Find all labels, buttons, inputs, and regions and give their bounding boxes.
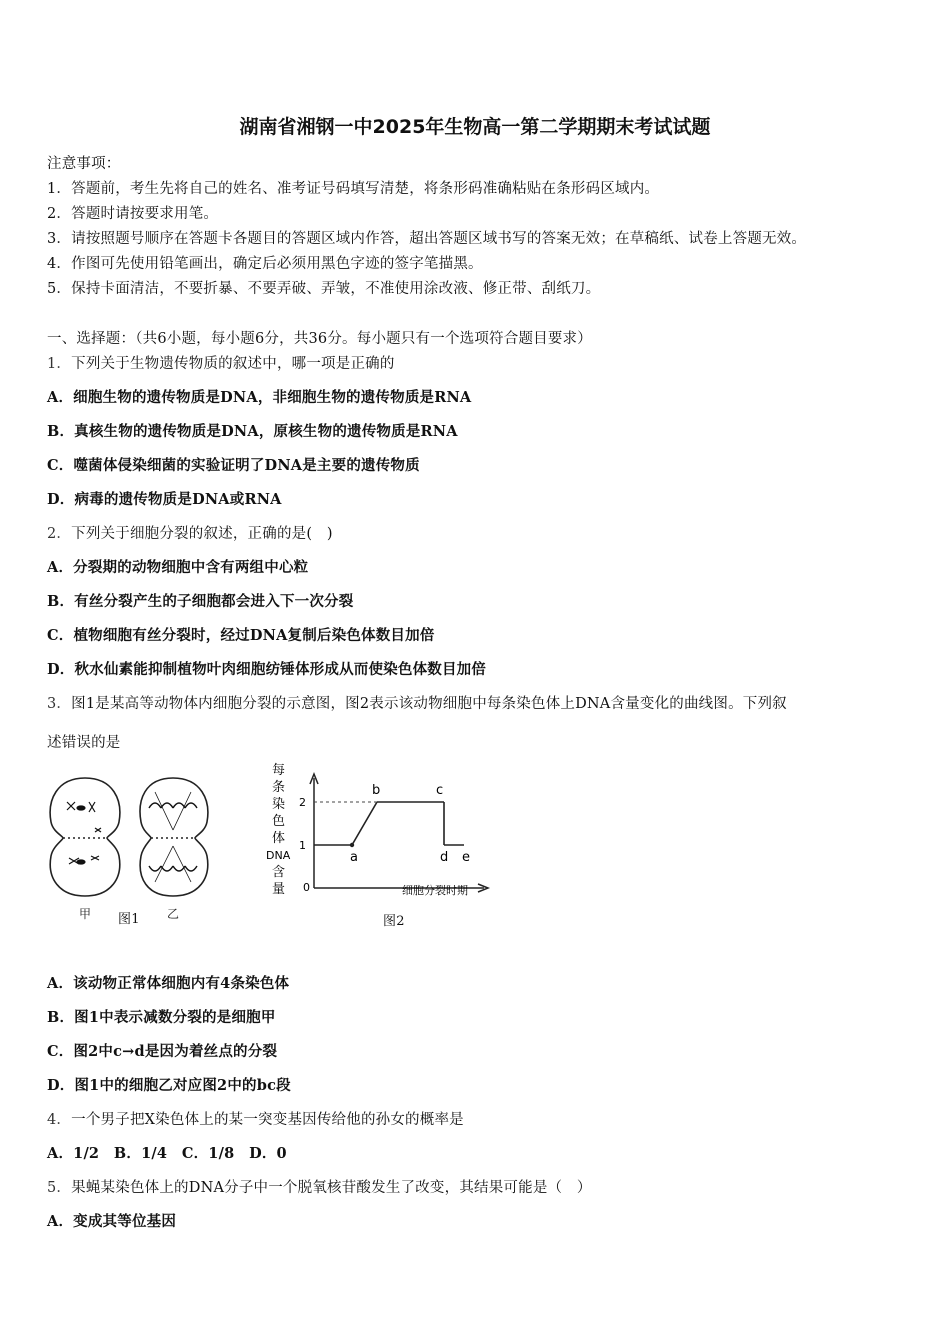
- point-label-a: a: [350, 850, 358, 865]
- question-stem: 下列关于生物遗传物质的叙述中，哪一项是正确的: [71, 356, 395, 372]
- y-axis-label-char: 每: [272, 763, 286, 778]
- point-a-marker: [350, 843, 354, 847]
- question-2: [47, 522, 333, 543]
- y-axis-label-char: DNA: [266, 849, 291, 862]
- question-number: 4．: [47, 1112, 72, 1128]
- y-axis-label-char: 条: [272, 780, 286, 795]
- figure-2-chart: [262, 760, 512, 930]
- option: B．真核生物的遗传物质是DNA，原核生物的遗传物质是RNA: [47, 423, 458, 440]
- x-axis-label: 细胞分裂时期: [402, 884, 468, 897]
- question-number: 5．: [47, 1180, 72, 1196]
- y-axis-label-char: 量: [272, 882, 286, 897]
- option: C．图2中c→d是因为着丝点的分裂: [47, 1043, 278, 1060]
- y-tick-label: 2: [299, 796, 306, 809]
- option: A．变成其等位基因: [47, 1213, 177, 1230]
- question-stem-continued: 述错误的是: [47, 735, 121, 751]
- option: B．有丝分裂产生的子细胞都会进入下一次分裂: [47, 593, 354, 610]
- option: D．秋水仙素能抑制植物叶肉细胞纺锤体形成从而使染色体数目加倍: [47, 661, 487, 678]
- notice-item-5: 5．保持卡面清洁，不要折暴、不要弄破、弄皱，不准使用涂改液、修正带、刮纸刀。: [47, 281, 601, 297]
- y-axis-label-char: 体: [272, 831, 286, 846]
- point-label-c: c: [436, 783, 444, 798]
- option: D．图1中的细胞乙对应图2中的bc段: [47, 1077, 291, 1094]
- option: B．图1中表示减数分裂的是细胞甲: [47, 1009, 276, 1026]
- question-3: [47, 692, 787, 713]
- figure-1-label: 图1: [118, 912, 140, 927]
- point-label-b: b: [372, 783, 381, 798]
- figure-2-label: 图2: [383, 914, 405, 929]
- notice-item-4: 4．作图可先使用铅笔画出，确定后必须用黑色字迹的签字笔描黑。: [47, 256, 483, 272]
- curve-segment-a-b: [352, 802, 377, 845]
- y-tick-label: 1: [299, 839, 306, 852]
- option: A．该动物正常体细胞内有4条染色体: [47, 975, 290, 992]
- question-number: 3．: [47, 696, 72, 712]
- cell-jia-diagram: [50, 778, 120, 896]
- option: A．分裂期的动物细胞中含有两组中心粒: [47, 559, 309, 576]
- question-1: [47, 352, 395, 373]
- question-4: [47, 1108, 464, 1129]
- question-stem: 一个男子把X染色体上的某一突变基因传给他的孙女的概率是: [71, 1112, 464, 1128]
- option: C．植物细胞有丝分裂时，经过DNA复制后染色体数目加倍: [47, 627, 435, 644]
- notice-heading: 注意事项：: [47, 156, 121, 172]
- y-axis-label-char: 含: [272, 865, 286, 880]
- section-heading: 一、选择题：（共6小题，每小题6分，共36分。每小题只有一个选项符合题目要求）: [47, 331, 592, 347]
- options-row: A．1/2 B．1/4 C．1/8 D．0: [47, 1145, 287, 1162]
- question-stem: 下列关于细胞分裂的叙述，正确的是( ): [71, 526, 333, 542]
- figure-1: [45, 770, 225, 930]
- y-axis-label: [266, 763, 291, 897]
- point-label-e: e: [462, 850, 470, 865]
- question-stem: 图1是某高等动物体内细胞分裂的示意图，图2表示该动物细胞中每条染色体上DNA含量变化的曲线图。下列叙: [71, 696, 787, 712]
- cell-yi-diagram: [140, 778, 208, 896]
- option: A．细胞生物的遗传物质是DNA，非细胞生物的遗传物质是RNA: [47, 389, 472, 406]
- notice-item-3: 3．请按照题号顺序在答题卡各题目的答题区域内作答，超出答题区域书写的答案无效；在草稿纸、试卷上答题无效。: [47, 231, 807, 247]
- question-stem: 果蝇某染色体上的DNA分子中一个脱氧核苷酸发生了改变，其结果可能是（ ）: [71, 1180, 592, 1196]
- question-number: 1．: [47, 356, 72, 372]
- point-label-d: d: [440, 850, 449, 865]
- page-title: 湖南省湘钢一中2025年生物高一第二学期期末考试试题: [239, 116, 711, 138]
- y-axis-label-char: 染: [272, 797, 286, 812]
- cell-label-yi: 乙: [167, 907, 180, 921]
- option: D．病毒的遗传物质是DNA或RNA: [47, 491, 282, 508]
- option: C．噬菌体侵染细菌的实验证明了DNA是主要的遗传物质: [47, 457, 420, 474]
- question-number: 2．: [47, 526, 72, 542]
- question-5: [47, 1176, 592, 1197]
- notice-item-1: 1．答题前，考生先将自己的姓名、准考证号码填写清楚，将条形码准确粘贴在条形码区域内。: [47, 181, 660, 197]
- origin-label: 0: [303, 881, 310, 894]
- y-axis-label-char: 色: [272, 814, 286, 829]
- notice-item-2: 2．答题时请按要求用笔。: [47, 206, 219, 222]
- cell-label-jia: 甲: [79, 907, 92, 921]
